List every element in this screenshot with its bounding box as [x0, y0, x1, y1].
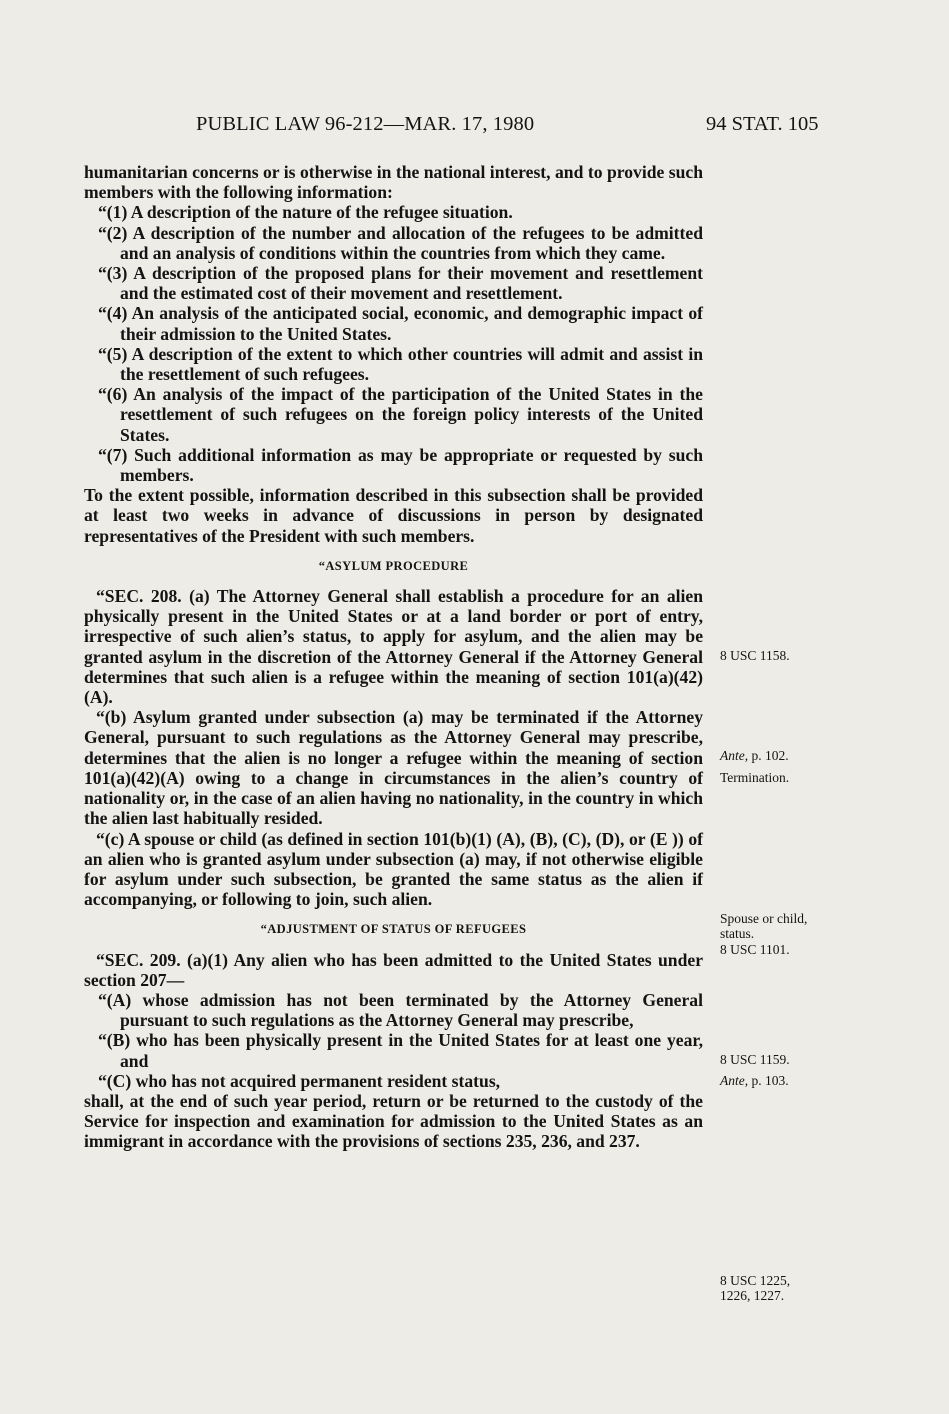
- list-item: “(6) An analysis of the impact of the participation of the United States in the resettlement of such refugees on the foreign policy interests of the United States.: [98, 384, 703, 445]
- margin-note-ante-103: [720, 1073, 920, 1088]
- intro-paragraph: humanitarian concerns or is otherwise in the national interest, and to provide such members with the following information:: [84, 162, 703, 203]
- list-item: “(1) A description of the nature of the refugee situation.: [98, 202, 513, 223]
- margin-note-spouse: Spouse or child,: [720, 911, 808, 926]
- sec-208-c: “(c) A spouse or child (as defined in section 101(b)(1) (A), (B), (C), (D), or (E )) of an alien who is granted asylum under subsection (a) may, if not otherwise eligible for asylum under such subsection, be granted the same status as the alien if accompanying, or following to join, such alien.: [84, 828, 703, 910]
- sec-208-b: “(b) Asylum granted under subsection (a) may be terminated if the Attorney General, pursuant to such regulations as the Attorney General may prescribe, determines that the alien is no longer a refugee within the meaning of section 101(a)(42)(A) owing to a change in circumstances in the alien’s country of nationality or, in the case of an alien having no nationality, in the country in which the alien last habitually resided.: [84, 707, 703, 829]
- margin-note-usc-1225: 8 USC 1225,: [720, 1273, 791, 1288]
- ante-page: p. 102.: [748, 748, 789, 763]
- closing-paragraph: To the extent possible, information described in this subsection shall be provided at least two weeks in advance of discussions in person by designated representatives of the President with such members.: [84, 485, 703, 546]
- margin-note-usc-1158: 8 USC 1158.: [720, 648, 790, 663]
- list-item: “(A) whose admission has not been terminated by the Attorney General pursuant to such regulations as the Attorney General may prescribe,: [98, 989, 703, 1031]
- list-item: “(2) A description of the number and allocation of the refugees to be admitted and an analysis of conditions within the countries from which they came.: [98, 222, 703, 263]
- sec-209-a: “SEC. 209. (a)(1) Any alien who has been admitted to the United States under section 207—: [84, 949, 703, 990]
- ante-page: p. 103.: [748, 1073, 789, 1088]
- section-heading-adjustment: “ADJUSTMENT OF STATUS OF REFUGEES: [260, 922, 527, 937]
- list-item: “(5) A description of the extent to which other countries will admit and assist in the resettlement of such refugees.: [98, 343, 703, 385]
- stat-page-number: 94 STAT. 105: [706, 113, 819, 135]
- body-text: [84, 162, 703, 1152]
- margin-note-ante-102: [720, 748, 920, 763]
- list-item: “(C) who has not acquired permanent resident status,: [98, 1070, 501, 1091]
- sec-209-closing: shall, at the end of such year period, return or be returned to the custody of the Service for inspection and examination for admission to the United States as an immigrant in accordance with the provisions of sections 235, 236, and 237.: [84, 1090, 703, 1152]
- list-item: “(7) Such additional information as may be appropriate or requested by such members.: [98, 444, 703, 486]
- margin-note-status: status.: [720, 926, 755, 941]
- page-title: PUBLIC LAW 96-212—MAR. 17, 1980: [196, 113, 535, 135]
- margin-note-usc-1159: 8 USC 1159.: [720, 1052, 790, 1067]
- margin-note-usc-1101: 8 USC 1101.: [720, 942, 790, 957]
- ante-label: Ante,: [720, 1073, 749, 1088]
- ante-label: Ante,: [720, 748, 749, 763]
- list-item: “(3) A description of the proposed plans for their movement and resettlement and the estimated cost of their movement and resettlement.: [98, 263, 703, 304]
- list-item: “(4) An analysis of the anticipated social, economic, and demographic impact of their admission to the United States.: [98, 303, 703, 344]
- list-item: “(B) who has been physically present in the United States for at least one year, and: [98, 1030, 703, 1071]
- margin-note-termination: Termination.: [720, 770, 790, 785]
- margin-note-usc-1226: 1226, 1227.: [720, 1288, 785, 1303]
- sec-208-a: “SEC. 208. (a) The Attorney General shall establish a procedure for an alien physically present in the United States or at a land border or port of entry, irrespective of such alien’s status, to apply for asylum, and the alien may be granted asylum in the discretion of the Attorney General if the Attorney General determines that such alien is a refugee within the meaning of section 101(a)(42)(A).: [84, 586, 703, 708]
- page-header: [0, 113, 949, 141]
- section-heading-asylum: “ASYLUM PROCEDURE: [318, 558, 469, 573]
